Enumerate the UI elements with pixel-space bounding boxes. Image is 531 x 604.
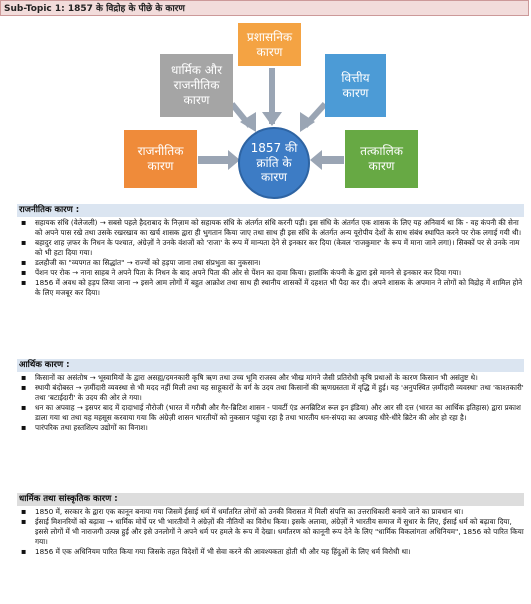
list-item: ▪ सहायक संधि (वेलेजली) → सबसे पहले हैदराबाद के निज़ाम को सहायक संधि के अंतर्गत संधि करनी पड़ी। इस संधि के अंतर्गत एक शासक के लिए यह अनिवार्य था कि - वह कंपनी की सेना को अपने पास रखे तथा उसके रखरखाव का खर्च शासक द्वारा ही भुगतान किया जाए तथा साथ ही इस संधि के अंतर्गत अन्य यूरोपीय देशों के साथ संबंध स्थापित करने पर रोक लगाई गयी थी।	[17, 218, 527, 238]
list-item: ▪ 1856 में एक अधिनियम पारित किया गया जिसके तहत विदेशों में भी सेवा करने की आवश्यकता होती थी और यह हिंदुओं के लिए धर्म विरोधी था।	[17, 547, 527, 557]
list-item: ▪ किसानों का असंतोष → भूस्वामियों के द्वारा असह्य/दमनकारी कृषि ऋण तथा उच्च भूमि राजस्व और भीख मांगने जैसी प्रतिरोधी कृषि प्रथाओं के कारण किसान भी असंतुष्ट थे।	[17, 373, 527, 383]
list-item: ▪ डलहौजी का "व्यपगत का सिद्धांत" → राज्यों को हड़पा जाना तथा संप्रभुता का नुकसान।	[17, 258, 527, 268]
arrow-top-head	[262, 112, 282, 126]
religious-list	[17, 507, 527, 557]
box-administrative: प्रशासनिक कारण	[238, 23, 301, 66]
section-heading-religious: धार्मिक तथा सांस्कृतिक कारण :	[17, 493, 524, 506]
section-heading-political: राजनीतिक कारण :	[17, 204, 524, 217]
box-immediate: तत्कालिक कारण	[345, 130, 418, 188]
box-political: राजनीतिक कारण	[124, 130, 197, 188]
list-item: ▪ पेंशन पर रोक → नाना साहब ने अपने पिता के निधन के बाद अपने पिता की ओर से पेंशन का दावा किया। हालांकि कंपनी के द्वारा इसे मानने से इनकार कर दिया गया।	[17, 268, 527, 278]
center-circle: 1857 की क्रांति के कारण	[238, 127, 310, 199]
list-item: ▪ ईसाई मिशनरियों को बढ़ावा → धार्मिक मोर्चे पर भी भारतीयों ने अंग्रेज़ों की नीतियों का विरोध किया। इसके अलावा, अंग्रेज़ों ने भारतीय समाज में सुधार के लिए, ईसाई धर्म को बढ़ावा दिया, इससे लोगों में भी नाराजगी उत्पन्न हुई और इसे उनलोगों ने अपने धर्म पर हमले के रूप में देखा। धर्मांतरण को कानूनी रूप देने के लिए "धार्मिक विकलांगता अधिनियम", 1856 को पारित किया गया।	[17, 517, 527, 547]
political-list	[17, 218, 527, 298]
topic-header: Sub-Topic 1: 1857 के विद्रोह के पीछे के कारण	[0, 0, 529, 16]
economic-list	[17, 373, 527, 433]
list-item: ▪ 1856 में अवध को हड़प लिया जाना → इसने आम लोगों में बहुत आक्रोश तथा साथ ही स्थानीय शासकों में दहशत भी पैदा कर दी। अपने शासक के अपमान ने लोगों को विद्रोह में शामिल होने के लिए मजबूर कर दिया।	[17, 278, 527, 298]
list-item: ▪ बहादुर शाह ज़फर के निधन के पश्चात, अंग्रेज़ों ने उनके वंशजों को 'राजा' के रूप में मान्यता देने से इनकार कर दिया (केवल 'राजकुमार' के रूप में माना जाने लगा)। सिक्कों पर से उनके नाम को भी हटा दिया गया।	[17, 238, 527, 258]
list-item: ▪ पारंपरिक तथा हस्तशिल्प उद्योगों का विनाश।	[17, 423, 527, 433]
arrow-right-head	[310, 150, 322, 170]
section-heading-economic: आर्थिक कारण :	[17, 359, 524, 372]
box-financial: वित्तीय कारण	[325, 54, 386, 117]
list-item: ▪ 1850 में, सरकार के द्वारा एक कानून बनाया गया जिसमें ईसाई धर्म में धर्मांतरित लोगों को उनकी विरासत में मिली संपत्ति का उत्तराधिकारी बनाये जाने का प्रावधान था।	[17, 507, 527, 517]
list-item: ▪ धन का अपवाह → इसपर बाद में दादाभाई नौरोजी (भारत में गरीबी और गैर-ब्रिटिश शासन - पावर्टी एंड अनब्रिटिश रूल इन इंडिया) और आर सी दत्त (भारत का आर्थिक इतिहास) द्वारा प्रकाश डाला गया था तथा यह महसूस करवाया गया कि अंग्रेज़ी शासन भारतीयों को नुकसान पहुंचा रहा है तथा भारतीय धन-संपदा का अपवाह धीरे-धीरे ब्रिटेन की ओर हो रहा है।	[17, 403, 527, 423]
box-religious-political: धार्मिक और राजनीतिक कारण	[160, 54, 233, 117]
list-item: ▪ स्थायी बंदोबस्त → ज़मींदारी व्यवस्था से भी मदद नहीं मिली तथा यह साहूकारों के वर्ग के उदय तथा किसानों की ऋणग्रस्तता में वृद्धि में हुई। यह 'अनुपस्थित ज़मींदारी व्यवस्था' तथा 'काश्तकारी' तथा 'बटाईदारी' के उदय की ओर ले गया।	[17, 383, 527, 403]
